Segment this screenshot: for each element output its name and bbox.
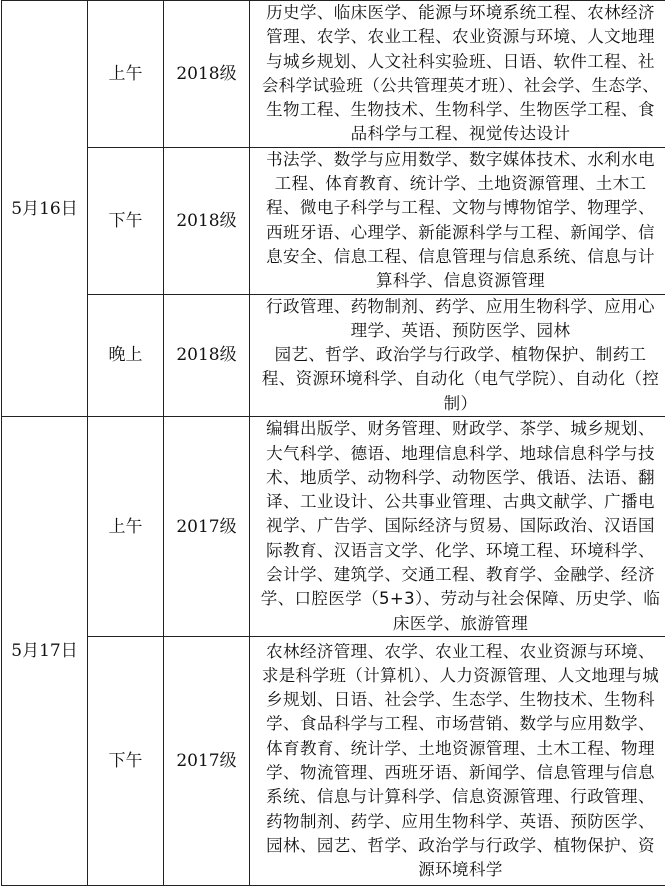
- table-row: [2, 417, 665, 637]
- date-cell: 5月16日: [2, 1, 88, 417]
- time-cell: 下午: [88, 637, 164, 886]
- grade-cell: 2018级: [164, 294, 250, 416]
- time-cell: 上午: [88, 417, 164, 637]
- grade-cell: 2018级: [164, 1, 250, 148]
- majors-line: 园艺、哲学、政治学与行政学、植物保护、制药工程、资源环境科学、自动化（电气学院）、自动化（控制）: [258, 343, 663, 416]
- table-row: [2, 637, 665, 886]
- time-cell: 下午: [88, 147, 164, 294]
- date-cell: 5月17日: [2, 417, 88, 886]
- grade-cell: 2018级: [164, 147, 250, 294]
- majors-line: 行政管理、药物制剂、药学、应用生物科学、应用心理学、英语、预防医学、园林: [258, 295, 663, 344]
- table-row: [2, 294, 665, 416]
- time-cell: 晚上: [88, 294, 164, 416]
- exam-schedule-table: [1, 0, 665, 886]
- majors-cell: 历史学、临床医学、能源与环境系统工程、农林经济管理、农学、农业工程、农业资源与环境、人文地理与城乡规划、人文社科实验班、日语、软件工程、社会科学试验班（公共管理英才班）、社会学、生态学、生物工程、生物技术、生物科学、生物医学工程、食品科学与工程、视觉传达设计: [250, 1, 665, 148]
- time-cell: 上午: [88, 1, 164, 148]
- majors-cell: 书法学、数学与应用数学、数字媒体技术、水利水电工程、体育教育、统计学、土地资源管理、土木工程、微电子科学与工程、文物与博物馆学、物理学、西班牙语、心理学、新能源科学与工程、新闻学、信息安全、信息工程、信息管理与信息系统、信息与计算科学、信息资源管理: [250, 147, 665, 294]
- majors-cell: [250, 294, 665, 416]
- majors-cell: 农林经济管理、农学、农业工程、农业资源与环境、求是科学班（计算机）、人力资源管理、人文地理与城乡规划、日语、社会学、生态学、生物技术、生物科学、食品科学与工程、市场营销、数学与应用数学、体育教育、统计学、土地资源管理、土木工程、物理学、物流管理、西班牙语、新闻学、信息管理与信息系统、信息与计算科学、信息资源管理、行政管理、药物制剂、药学、应用生物科学、英语、预防医学、园林、园艺、哲学、政治学与行政学、植物保护、资源环境科学: [250, 637, 665, 886]
- grade-cell: 2017级: [164, 637, 250, 886]
- grade-cell: 2017级: [164, 417, 250, 637]
- table-row: [2, 1, 665, 148]
- majors-cell: 编辑出版学、财务管理、财政学、茶学、城乡规划、大气科学、德语、地理信息科学、地球信息科学与技术、地质学、动物科学、动物医学、俄语、法语、翻译、工业设计、公共事业管理、古典文献学、广播电视学、广告学、国际经济与贸易、国际政治、汉语国际教育、汉语言文学、化学、环境工程、环境科学、会计学、建筑学、交通工程、教育学、金融学、经济学、口腔医学（5+3）、劳动与社会保障、历史学、临床医学、旅游管理: [250, 417, 665, 637]
- table-row: [2, 147, 665, 294]
